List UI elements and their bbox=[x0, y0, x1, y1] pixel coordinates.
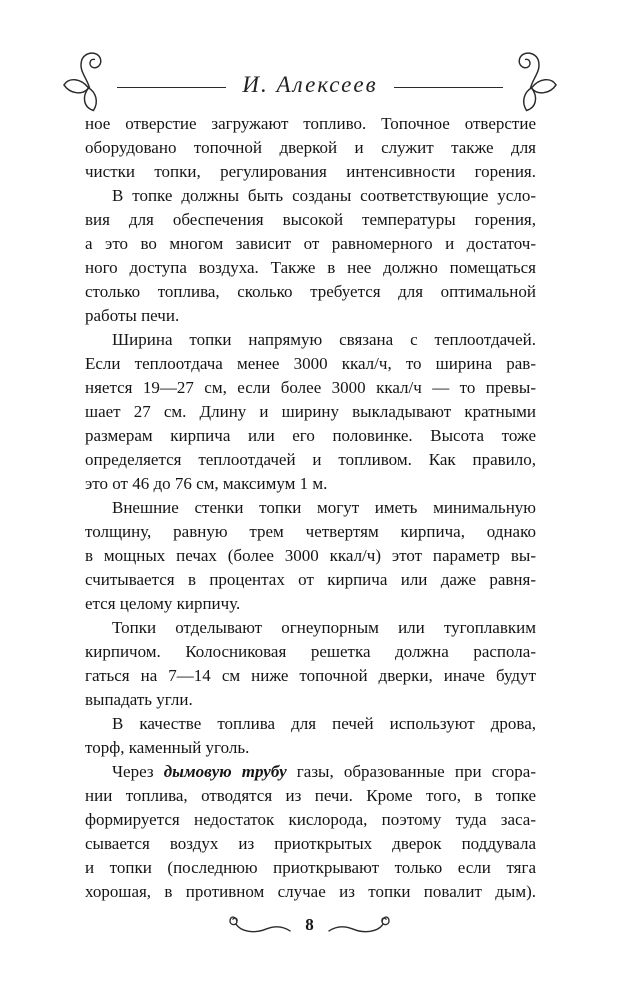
text-line: нии топлива, отводятся из печи. Кроме того, в топке bbox=[85, 786, 536, 805]
text-line: кирпичом. Колосниковая решетка должна распола- bbox=[85, 642, 536, 661]
floral-flourish-left-icon bbox=[62, 46, 117, 118]
text-line: шает 27 см. Длину и ширину выкладывают кратными bbox=[85, 402, 536, 421]
text-line: В топке должны быть созданы соответствующие усло- bbox=[112, 186, 536, 205]
text-line: торф, каменный уголь. bbox=[85, 738, 250, 757]
text-line: определяется теплоотдачей и топливом. Как правило, bbox=[85, 450, 536, 469]
paragraph bbox=[85, 328, 536, 496]
swirl-ornament-right-icon bbox=[327, 913, 390, 937]
paragraph bbox=[85, 184, 536, 328]
text-line: считывается в процентах от кирпича или даже равня- bbox=[85, 570, 536, 589]
text-line: Топки отделывают огнеупорным или тугоплавким bbox=[112, 618, 536, 637]
text-line: Внешние стенки топки могут иметь минимальную bbox=[112, 498, 536, 517]
text-line: сывается воздух из приоткрытых дверок поддувала bbox=[85, 834, 536, 853]
paragraph bbox=[85, 712, 536, 760]
paragraph bbox=[85, 112, 536, 184]
text-line: Ширина топки напрямую связана с теплоотдачей. bbox=[112, 330, 536, 349]
text-line: гаться на 7—14 см ниже топочной дверки, иначе будут bbox=[85, 666, 536, 685]
text-line: оборудовано топочной дверкой и служит также для bbox=[85, 138, 536, 157]
floral-flourish-right-icon bbox=[503, 46, 558, 118]
paragraph bbox=[85, 616, 536, 712]
text-line bbox=[85, 760, 536, 784]
text-line: это от 46 до 76 см, максимум 1 м. bbox=[85, 474, 328, 493]
text-line: работы печи. bbox=[85, 306, 180, 325]
text-line: вия для обеспечения высокой температуры горения, bbox=[85, 210, 536, 229]
text-line: толщину, равную трем четвертям кирпича, однако bbox=[85, 522, 536, 541]
swirl-ornament-left-icon bbox=[229, 913, 292, 937]
text-line: столько топлива, сколько требуется для оптимальной bbox=[85, 282, 536, 301]
text-line: ное отверстие загружают топливо. Топочное отверстие bbox=[85, 114, 536, 133]
text-segment: Через bbox=[112, 762, 164, 781]
text-line: формируется недостаток кислорода, поэтому туда заса- bbox=[85, 810, 536, 829]
text-line: а это во многом зависит от равномерного и достаточ- bbox=[85, 234, 536, 253]
text-line: В качестве топлива для печей используют дрова, bbox=[112, 714, 536, 733]
page-header bbox=[62, 46, 558, 118]
text-line: Если теплоотдача менее 3000 ккал/ч, то ширина рав- bbox=[85, 354, 536, 373]
page-number: 8 bbox=[305, 915, 314, 934]
text-line: и топки (последнюю приоткрывают только если тяга bbox=[85, 858, 536, 877]
text-line: чистки топки, регулирования интенсивности горения. bbox=[85, 162, 536, 181]
text-line: няется 19—27 см, если более 3000 ккал/ч — то превы- bbox=[85, 378, 536, 397]
text-line: хорошая, в противном случае из топки повалит дым). bbox=[85, 882, 536, 901]
emphasized-term: дымовую трубу bbox=[163, 762, 287, 781]
text-segment: газы, образованные при сгора- bbox=[286, 762, 536, 781]
text-line: выпадать угли. bbox=[85, 690, 193, 709]
text-line: размерам кирпича или его половинке. Высота тоже bbox=[85, 426, 536, 445]
text-line: ного доступа воздуха. Также в нее должно помещаться bbox=[85, 258, 536, 277]
page-body bbox=[85, 112, 536, 904]
header-rule-left bbox=[117, 46, 226, 118]
text-line: ется целому кирпичу. bbox=[85, 594, 241, 613]
header-rule-right bbox=[394, 46, 503, 118]
paragraph bbox=[85, 760, 536, 904]
running-head-author: И. Алексеев bbox=[242, 72, 378, 97]
paragraph bbox=[85, 496, 536, 616]
page-footer bbox=[0, 913, 619, 937]
text-line: в мощных печах (более 3000 ккал/ч) этот параметр вы- bbox=[85, 546, 536, 565]
